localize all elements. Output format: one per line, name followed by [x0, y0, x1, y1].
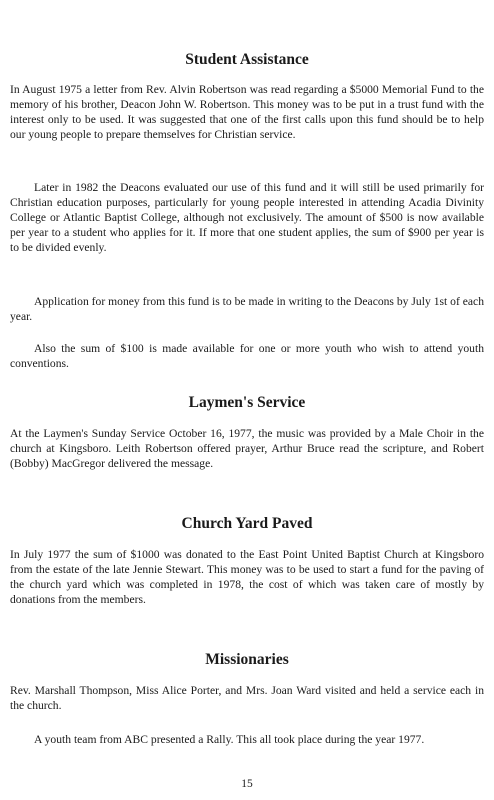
laymens-service-paragraph: At the Laymen's Sunday Service October 16, 1977, the music was provided by a Male Choir in the church at Kingsboro. Leith Robertson offered prayer, Arthur Bruce read the scripture, and Robert (Bobby) MacGregor delivered the message. [10, 427, 484, 470]
student-assistance-paragraph-4: Also the sum of $100 is made available for one or more youth who wish to attend youth conventions. [10, 342, 484, 370]
missionaries-paragraph-2: A youth team from ABC presented a Rally. This all took place during the year 1977. [34, 733, 425, 746]
student-assistance-paragraph-1: In August 1975 a letter from Rev. Alvin Robertson was read regarding a $5000 Memorial Fund to the memory of his brother, Deacon John W. Robertson. This money was to be put in a trust fund with the interest only to be used. It was suggested that one of the first calls upon this fund should be to help our young people to prepare themselves for Christian service. [10, 83, 484, 141]
section-heading-laymens-service: Laymen's Service [188, 394, 306, 411]
missionaries-paragraph-1: Rev. Marshall Thompson, Miss Alice Porter, and Mrs. Joan Ward visited and held a service each in the church. [10, 684, 484, 712]
student-assistance-paragraph-3: Application for money from this fund is to be made in writing to the Deacons by July 1st of each year. [10, 295, 484, 323]
student-assistance-paragraph-2: Later in 1982 the Deacons evaluated our use of this fund and it will still be used primarily for Christian education purposes, particularly for young people interested in attending Acadia Divinity College or Atlantic Baptist College, although not exclusively. The amount of $500 is now available per year to a student who applies for it. If more that one student applies, the sum of $900 per year is to be divided evenly. [10, 181, 484, 254]
page-number: 15 [241, 778, 253, 790]
church-yard-paragraph: In July 1977 the sum of $1000 was donated to the East Point United Baptist Church at Kingsboro from the estate of the late Jennie Stewart. This money was to be used to start a fund for the paving of the church yard which was completed in 1978, the cost of which was taken care of mostly by donations from the members. [10, 548, 484, 606]
section-heading-missionaries: Missionaries [205, 651, 289, 668]
section-heading-church-yard-paved: Church Yard Paved [181, 515, 313, 532]
section-heading-student-assistance: Student Assistance [185, 51, 309, 68]
